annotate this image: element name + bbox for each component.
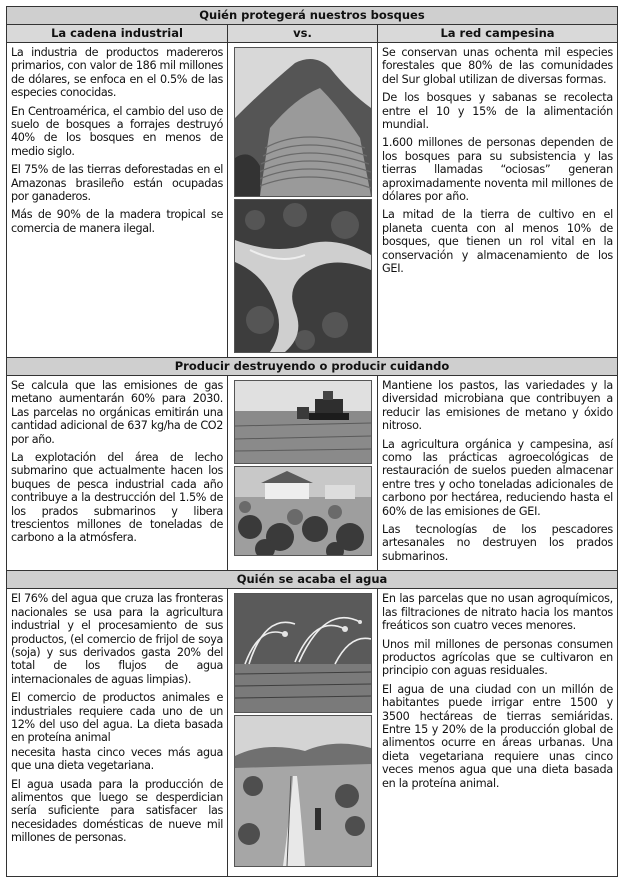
text-paragraph: La mitad de la tierra de cultivo en el planeta cuenta con al menos 10% de bosques, que tienen un rol vital en la conservación y almacenamiento de los GEI.	[382, 208, 613, 276]
production-industrial-cell	[7, 376, 228, 571]
water-industrial-cell	[7, 589, 228, 877]
text-paragraph: Más de 90% de la madera tropical se comercia de manera ilegal.	[11, 208, 223, 235]
text-paragraph: Se calcula que las emisiones de gas metano aumentarán 60% para 2030. Las parcelas no orgánicas emitirán una cantidad adicional de 637 kg/ha de CO2 por año.	[11, 379, 223, 446]
text-paragraph: El agua de una ciudad con un millón de habitantes puede irrigar entre 1500 y 3500 hectáreas de tierras semiáridas. Entre 15 y 20% de la producción global de alimentos ocurre en áreas urbanas. Una dieta vegetariana requiere unas cinco veces menos agua que una dieta basada en la proteína animal.	[382, 682, 613, 790]
production-photo-cell	[228, 376, 378, 571]
water-campesina-cell	[378, 589, 618, 877]
text-paragraph: En las parcelas que no usan agroquímicos, las filtraciones de nitrato hacia los mantos freáticos son cuatro veces menores.	[382, 592, 613, 633]
text-paragraph: necesita hasta cinco veces más agua que una dieta vegetariana.	[11, 745, 223, 773]
deforested-hillside-photo	[234, 47, 372, 197]
text-paragraph: De los bosques y sabanas se recolecta entre el 10 y 15% de la alimentación mundial.	[382, 91, 613, 132]
forests-photo-cell	[228, 43, 378, 358]
text-paragraph: El agua usada para la producción de alimentos que luego se desperdician sería suficiente para satisfacer las necesidades domésticas de nueve mil millones de personas.	[11, 777, 223, 845]
river-forest-aerial-photo	[234, 199, 372, 353]
forests-campesina-cell	[378, 43, 618, 358]
bulldozer-field-photo	[234, 380, 372, 464]
text-paragraph: La agricultura orgánica y campesina, así como las prácticas agroecológicas de restauración de suelos pueden almacenar entre tres y ocho toneladas adicionales de carbono por hectárea, reduciendo hasta el 60% de las emisiones de GEI.	[382, 437, 613, 518]
section-header-production: Producir destruyendo o producir cuidando	[7, 358, 618, 376]
infographic-page	[6, 6, 617, 877]
column-header-industrial: La cadena industrial	[7, 25, 228, 43]
text-paragraph: Unos mil millones de personas consumen productos agrícolas que se cultivaron en principio con aguas residuales.	[382, 637, 613, 678]
water-photo-cell	[228, 589, 378, 877]
column-header-vs: vs.	[228, 25, 378, 43]
farm-with-crops-photo	[234, 466, 372, 556]
text-paragraph: El comercio de productos animales e industriales requiere cada uno de un 12% del uso del agua. La dieta basada en proteína animal	[11, 691, 223, 745]
irrigation-canal-photo	[234, 715, 372, 867]
column-header-campesina: La red campesina	[378, 25, 618, 43]
production-campesina-cell	[378, 376, 618, 571]
sprinkler-irrigation-photo	[234, 593, 372, 713]
text-paragraph: El 76% del agua que cruza las fronteras nacionales se usa para la agricultura industrial y el procesamiento de sus productos, (el comercio de frijol de soya (soja) y sus derivados gasta 20% del total de los flujos de agua internacionales de aguas limpias).	[11, 592, 223, 686]
section-header-water: Quién se acaba el agua	[7, 571, 618, 589]
text-paragraph: La explotación del área de lecho submarino que actualmente hacen los buques de pesca industrial cada año contribuye a la destrucción del 1.5% de los prados submarinos y libera trescientos millones de toneladas de carbono a la atmósfera.	[11, 451, 223, 545]
text-paragraph: Mantiene los pastos, las variedades y la diversidad microbiana que contribuyen a reducir las emisiones de metano y óxido nitroso.	[382, 379, 613, 433]
text-paragraph: El 75% de las tierras deforestadas en el Amazonas brasileño están ocupadas por ganaderos.	[11, 163, 223, 204]
text-paragraph: En Centroamérica, el cambio del uso de suelo de bosques a forrajes destruyó 40% de los bosques en menos de medio siglo.	[11, 104, 223, 158]
text-paragraph: La industria de productos madereros primarios, con valor de 186 mil millones de dólares, se enfoca en el 0.5% de las especies conocidas.	[11, 46, 223, 100]
text-paragraph: Se conservan unas ochenta mil especies forestales que 80% de las comunidades del Sur global utilizan de diversas formas.	[382, 46, 613, 86]
comparison-table	[6, 6, 618, 877]
table-title: Quién protegerá nuestros bosques	[7, 7, 618, 25]
text-paragraph: 1.600 millones de personas dependen de los bosques para su subsistencia y las tierras llamadas “ociosas” generan aproximadamente noventa mil millones de dólares por año.	[382, 136, 613, 204]
forests-industrial-cell	[7, 43, 228, 358]
text-paragraph: Las tecnologías de los pescadores artesanales no destruyen los prados submarinos.	[382, 523, 613, 563]
